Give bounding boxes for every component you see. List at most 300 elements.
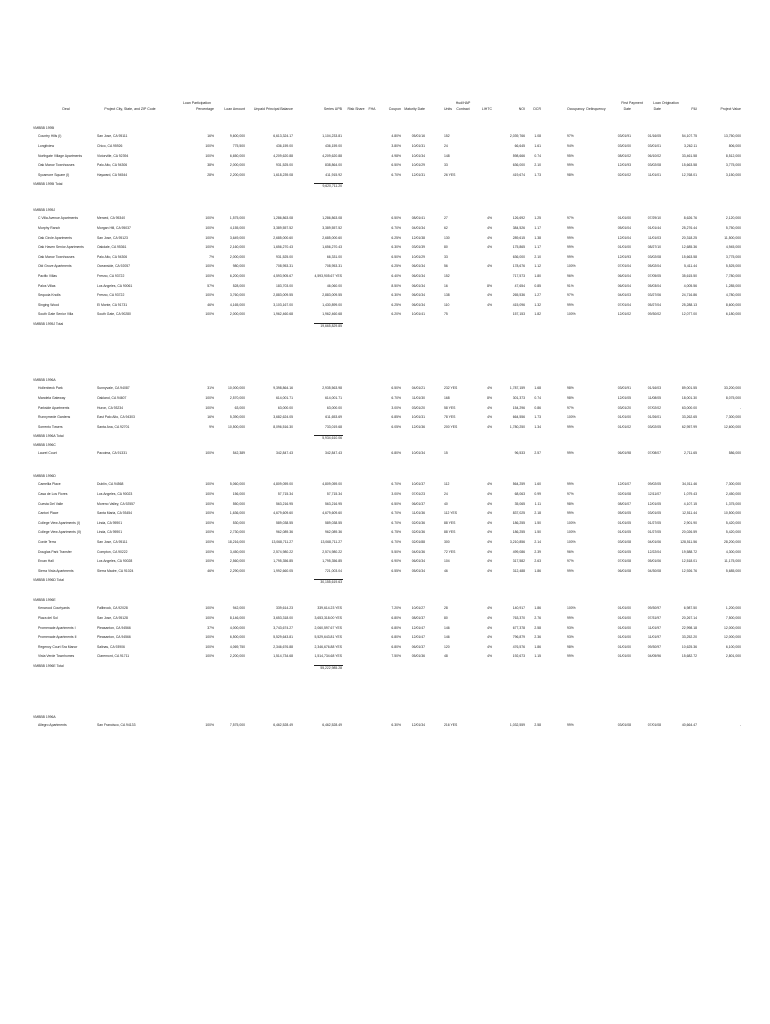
cell-col-participation: 100% [205, 549, 214, 554]
cell-col-loan-amount: 5,060,000 [229, 482, 245, 487]
cell-col-loan-amount: 2,200,000 [229, 654, 245, 659]
cell-col-dcr: 1.27 [534, 293, 541, 298]
group-title: VMBBB 1996A [33, 715, 56, 719]
cell-col-coupon: 6.80% [391, 635, 401, 640]
cell-col-dcr: 1.86 [534, 568, 541, 573]
cell-col-maturity: 05/01/16 [411, 134, 425, 139]
header-first-payment: First Payment [621, 101, 643, 105]
cell-col-dcr: 2.10 [534, 254, 541, 259]
cell-col-city: Los Angeles, CA 90061 [97, 283, 133, 288]
group-total-label: VMBBB 1995J Total [33, 322, 64, 326]
cell-col-coupon: 6.80% [391, 625, 401, 630]
cell-col-lihtc: 4% [487, 492, 492, 496]
cell-col-lihtc: 8% [487, 396, 492, 400]
cell-col-units: 300 [444, 540, 450, 544]
cell-col-city: Morgan Hill, CA 95037 [97, 226, 131, 230]
cell-col-origination: 03/02/05 [647, 424, 661, 429]
cell-col-upb: 3,389,557.52 [273, 226, 293, 230]
cell-col-project-value: 12,600,000 [724, 424, 741, 429]
cell-col-deal: Promenade Apartments II [38, 635, 77, 640]
cell-col-first-payment: 08/01/02 [617, 153, 631, 158]
cell-col-upb: 1,795,356.85 [273, 559, 293, 564]
cell-col-dcr: 2.63 [534, 559, 541, 564]
cell-col-project-value: 6,180,000 [725, 312, 741, 317]
cell-col-pi: 128,511.56 [680, 540, 697, 544]
header-loan-participation: Loan Participation [182, 101, 212, 105]
cell-col-project-value: 5,420,000 [725, 530, 741, 535]
cell-col-loan-amount: 18,216,000 [228, 540, 245, 544]
cell-col-series-upb: 838,864.00 [325, 163, 342, 168]
cell-col-occupancy: 99% [567, 482, 574, 487]
cell-col-series-upb: 1,104,233.81 [322, 134, 342, 139]
cell-col-units: 146 [444, 625, 450, 630]
cell-col-coupon: 4.80% [391, 134, 401, 139]
cell-col-first-payment: 06/01/98 [617, 451, 631, 456]
cell-col-loan-amount: 2,160,000 [229, 245, 245, 250]
cell-col-origination: 05/27/04 [647, 302, 661, 307]
cell-col-coupon: 6.80% [391, 451, 401, 456]
cell-col-first-payment: 12/01/02 [617, 312, 631, 317]
cell-col-city: San Jose, CA 95111 [97, 540, 128, 544]
cell-col-pi: 8,626.76 [683, 216, 697, 221]
cell-col-deal: Laurel Court [38, 451, 57, 456]
cell-col-series-upb: 411,915.92 [325, 172, 342, 177]
cell-col-origination: 09/30/97 [647, 644, 661, 649]
header-col-dcr: DCR [533, 107, 541, 111]
group-total-label: VMBBB 1996D Total [33, 578, 64, 583]
cell-col-series-upb: 342,847.43 [325, 451, 342, 456]
cell-col-noi: 415,096 [512, 302, 525, 307]
cell-col-project-value: 2,801,000 [725, 654, 741, 659]
cell-col-noi: 312,488 [512, 568, 525, 573]
cell-col-series-upb: 57,715.34 [326, 492, 342, 496]
cell-col-noi: 178,676 [512, 264, 525, 269]
cell-col-maturity: 04/01/21 [411, 386, 425, 391]
cell-col-units: 200 YES [444, 424, 458, 429]
cell-col-participation: 100% [205, 492, 214, 496]
cell-col-upb: 3,743,674.27 [273, 625, 293, 630]
cell-col-dcr: 1.17 [534, 245, 541, 250]
cell-col-series-upb: 4,809,059.00 [322, 482, 342, 487]
cell-col-pi: 12,511.44 [682, 511, 697, 516]
cell-col-origination: 03/02/08 [647, 163, 661, 168]
cell-col-participation: 100% [205, 405, 214, 410]
cell-col-occupancy: 99% [567, 245, 574, 250]
cell-col-first-payment: 07/01/04 [617, 302, 631, 307]
cell-col-maturity: 11/01/36 [412, 511, 425, 516]
cell-col-series-upb: 962,089.36 [325, 530, 342, 535]
cell-col-project-value: 1,285,000 [725, 283, 741, 288]
cell-col-project-value: 3,775,000 [725, 163, 741, 168]
group-title: VMBBB 1995I [33, 126, 55, 130]
cell-col-coupon: 7.20% [391, 606, 401, 611]
cell-col-participation: 100% [205, 274, 214, 278]
cell-col-upb: 563,216.95 [276, 501, 293, 506]
cell-col-project-value: 7,500,000 [725, 616, 741, 620]
cell-col-first-payment: 04/01/03 [617, 293, 631, 298]
cell-col-project-value: 33,200,000 [724, 386, 741, 391]
cell-col-deal: Hollenbeck Park [38, 386, 63, 391]
cell-col-pi: 15,682.72 [681, 654, 697, 659]
group-total-value: 5,934,610.06 [322, 436, 342, 440]
cell-col-occupancy: 99% [567, 235, 574, 240]
cell-col-occupancy: 100% [567, 530, 576, 535]
cell-col-project-value: 10,500,000 [724, 511, 741, 516]
cell-col-upb: 589,038.55 [276, 520, 293, 525]
cell-col-city: Sierra Madre, CA 91024 [97, 568, 134, 573]
cell-col-loan-amount: 3,450,000 [229, 549, 245, 554]
cell-col-first-payment: 01/01/00 [617, 616, 631, 620]
cell-col-maturity: 08/01/41 [411, 216, 425, 221]
cell-col-project-value: 8,600,000 [725, 302, 741, 307]
cell-col-units: 24 [444, 492, 448, 496]
cell-col-upb: 3,103,167.00 [273, 302, 293, 307]
cell-col-maturity: 06/01/37 [411, 644, 425, 649]
cell-col-coupon: 6.70% [391, 396, 401, 400]
cell-col-maturity: 10/01/41 [411, 312, 425, 317]
cell-col-lihtc: 4% [487, 235, 492, 240]
cell-col-maturity: 04/01/34 [411, 226, 425, 230]
cell-col-noi: 186,255 [512, 530, 525, 535]
cell-col-units: 232 YES [444, 386, 458, 391]
cell-col-series-upb: 46,060.00 [326, 283, 342, 288]
cell-col-coupon: 6.50% [391, 216, 401, 221]
cell-col-lihtc: 4% [487, 501, 492, 506]
cell-col-pi: 20,318.25 [681, 235, 697, 240]
group-total-value: 30,155,619.63 [320, 580, 342, 584]
cell-col-coupon: 6.50% [391, 254, 401, 259]
cell-col-occupancy: 99% [567, 254, 574, 259]
cell-col-coupon: 6.70% [391, 482, 401, 487]
cell-col-pi: 12,685.36 [681, 245, 697, 250]
cell-col-upb: 342,847.43 [276, 451, 293, 456]
cell-col-first-payment: 07/01/04 [617, 264, 631, 269]
cell-col-coupon: 6.70% [391, 172, 401, 177]
cell-col-city: Hayward, CA 94544 [97, 172, 128, 177]
cell-col-city: Los Angeles, CA 90023 [97, 492, 133, 496]
cell-col-maturity: 12/01/36 [411, 424, 425, 429]
cell-col-project-value: 1,200,000 [725, 606, 741, 611]
group-total-label: VMBBB 1996A Total [33, 434, 64, 439]
cell-col-deal: Pacific Villas [38, 274, 57, 278]
cell-col-coupon: 6.30% [391, 245, 401, 250]
cell-col-city: Victorville, CA 92394 [97, 153, 129, 158]
cell-col-origination: 04/30/08 [647, 568, 661, 573]
cell-col-project-value: 3,775,000 [725, 254, 741, 259]
cell-col-city: Fresno, CA 93722 [97, 293, 125, 298]
cell-col-noi: 664,556 [512, 415, 525, 420]
cell-col-units: 112 [444, 482, 450, 487]
cell-col-city: Santa Ana, CA 92701 [97, 424, 130, 429]
cell-col-pi: 54,107.75 [681, 134, 697, 139]
cell-col-lihtc: 4% [487, 635, 492, 640]
cell-col-upb: 9,398,864.16 [273, 386, 293, 391]
cell-col-pi: 22,998.18 [681, 625, 697, 630]
cell-col-loan-amount: 6,500,000 [229, 635, 245, 640]
cell-col-pi: 62,957.99 [681, 424, 697, 429]
cell-col-upb: 3,653,318.00 [273, 616, 293, 620]
cell-col-deal: Sierra Vista Apartments [38, 568, 74, 573]
cell-col-project-value: - [739, 723, 741, 728]
cell-col-coupon: 6.25% [391, 264, 401, 269]
cell-col-deal: Oak Circle Apartments [38, 235, 72, 240]
cell-col-deal: Sequoia Knolls [38, 293, 61, 298]
cell-col-maturity: 10/01/31 [411, 144, 425, 148]
cell-col-coupon: 6.80% [391, 644, 401, 649]
cell-col-units: 56 [444, 264, 448, 269]
cell-col-lihtc: 4% [487, 293, 492, 298]
cell-col-dcr: 1.68 [534, 386, 541, 391]
cell-col-noi: 636,000 [512, 254, 525, 259]
cell-col-city: El Monte, CA 91731 [97, 302, 128, 307]
cell-col-origination: 04/01/06 [647, 540, 661, 544]
cell-col-series-upb: 5,529,643.81 YES [314, 635, 342, 640]
cell-col-loan-amount: 9,600,000 [229, 134, 245, 139]
cell-col-occupancy: 99% [567, 568, 574, 573]
cell-col-project-value: 28,200,000 [724, 540, 741, 544]
cell-col-series-upb: 13,068,711.27 [320, 540, 342, 544]
cell-col-occupancy: 99% [567, 424, 574, 429]
cell-col-participation: 7% [209, 254, 214, 259]
cell-col-units: 26 YES [444, 172, 456, 177]
header-col-city: Project City, State, and ZIP Code [104, 107, 156, 111]
cell-col-noi: 265,536 [512, 293, 525, 298]
cell-col-pi: 1,079.43 [683, 492, 697, 496]
cell-col-deal: College View Apartments (II) [38, 530, 81, 535]
header-col-origination: Date [653, 107, 661, 111]
cell-col-project-value: 806,000 [728, 144, 741, 148]
cell-col-first-payment: 01/01/02 [617, 424, 631, 429]
cell-col-coupon: 6.70% [391, 520, 401, 525]
cell-col-city: Moreno Valley, CA 92557 [97, 501, 135, 506]
cell-col-project-value: 7,300,000 [725, 482, 741, 487]
cell-col-participation: 57% [207, 283, 214, 288]
cell-col-series-upb: 611,653.69 [325, 415, 342, 420]
header-col-contract: Contract [456, 107, 470, 111]
cell-col-pi: 5,411.44 [684, 264, 697, 269]
cell-col-occupancy: 99% [567, 723, 574, 728]
cell-col-dcr: 0.86 [534, 405, 541, 410]
cell-col-occupancy: 98% [567, 501, 574, 506]
cell-col-deal: South Gate Senior Villa [38, 312, 74, 317]
cell-col-series-upb: 1,286,863.08 [322, 216, 342, 221]
cell-col-units: 78 YES [444, 415, 456, 420]
cell-col-participation: 100% [205, 540, 214, 544]
cell-col-occupancy: 100% [567, 540, 576, 544]
cell-col-loan-amount: 2,730,000 [229, 530, 245, 535]
cell-col-upb: 962,089.36 [276, 530, 293, 535]
cell-col-first-payment: 01/01/05 [617, 520, 631, 525]
cell-col-pi: 12,518.01 [681, 559, 697, 564]
cell-col-series-upb: 4,679,609.60 [322, 511, 342, 516]
cell-col-loan-amount: 4,155,000 [229, 226, 245, 230]
group-total-label: VMBBB 1995I Total [33, 182, 63, 187]
cell-col-deal: College View Apartments (I) [38, 520, 80, 525]
cell-col-dcr: 0.99 [534, 492, 541, 496]
cell-col-upb: 57,715.34 [277, 492, 293, 496]
cell-col-participation: 100% [205, 616, 214, 620]
header-col-pi: P&I [691, 107, 697, 111]
cell-col-origination: 03/02/08 [647, 254, 661, 259]
cell-col-first-payment: 02/01/02 [617, 172, 631, 177]
cell-col-deal: Douglas Park Transfer [38, 549, 72, 554]
cell-col-coupon: 6.70% [391, 226, 401, 230]
cell-col-loan-amount: 5,390,000 [229, 415, 245, 420]
cell-col-noi: 677,378 [512, 625, 525, 630]
header-hud-hap: Hud/HAP [455, 101, 471, 105]
cell-col-origination: 07/02/02 [647, 405, 661, 410]
cell-col-participation: 37% [207, 625, 214, 630]
cell-col-noi: 140,917 [512, 606, 525, 611]
cell-col-dcr: 2.57 [534, 451, 541, 456]
cell-col-deal: Cuesta Del Valle [38, 501, 64, 506]
header-col-series-upb: Series UPB [323, 107, 342, 111]
cell-col-occupancy: 100% [567, 415, 576, 420]
cell-col-city: Los Angeles, CA 90028 [97, 559, 133, 564]
cell-col-occupancy: 99% [567, 616, 574, 620]
cell-col-units: 168 [444, 396, 450, 400]
cell-col-units: 72 YES [444, 549, 456, 554]
cell-col-loan-amount: 528,000 [232, 283, 245, 288]
cell-col-project-value: 11,500,000 [724, 235, 741, 240]
cell-col-maturity: 06/01/34 [411, 293, 425, 298]
cell-col-coupon: 4.98% [391, 153, 401, 158]
cell-col-occupancy: 97% [567, 293, 574, 298]
cell-col-maturity: 06/01/34 [411, 283, 425, 288]
cell-col-units: 152 [444, 274, 450, 278]
cell-col-dcr: 1.15 [534, 654, 541, 659]
cell-col-pi: 4,005.56 [683, 283, 697, 288]
cell-col-loan-amount: 530,000 [232, 520, 245, 525]
cell-col-deal: Vista Verde Townhomes [38, 654, 75, 659]
cell-col-deal: Camellia Place [38, 482, 61, 487]
cell-col-deal: Oak Manor Townhouses [38, 163, 75, 168]
cell-col-coupon: 6.25% [391, 302, 401, 307]
cell-col-series-upb: 2,935,563.98 [322, 386, 342, 391]
cell-col-city: Oceanside, CA 92057 [97, 264, 130, 269]
cell-col-lihtc: 4% [487, 520, 492, 525]
header-col-units: Units [444, 107, 452, 111]
cell-col-units: 130 [444, 235, 450, 240]
cell-col-project-value: 5,420,000 [725, 520, 741, 525]
cell-col-noi: 35,065 [514, 501, 525, 506]
cell-col-origination: 12/01/05 [647, 501, 661, 506]
header-col-fha: FHA [368, 107, 376, 111]
cell-col-participation: 100% [205, 606, 214, 611]
cell-col-maturity: 07/01/23 [411, 492, 425, 496]
cell-col-noi: 499,086 [512, 549, 525, 554]
cell-col-series-upb: 2,346,676.88 YES [314, 644, 342, 649]
cell-col-maturity: 10/01/27 [411, 606, 425, 611]
cell-col-origination: 03/01/01 [647, 144, 661, 148]
cell-col-units: 15 [444, 451, 448, 456]
cell-col-lihtc: 4% [487, 264, 492, 269]
cell-col-origination: 03/27/06 [647, 293, 661, 298]
header-col-project-value: Project Value [720, 107, 741, 111]
cell-col-maturity: 06/01/34 [411, 274, 425, 278]
cell-col-deal: Runnymede Gardens [38, 415, 71, 420]
cell-col-pi: 2,901.90 [683, 520, 697, 525]
cell-col-maturity: 10/01/31 [411, 415, 425, 420]
cell-col-project-value: 5,685,000 [725, 568, 741, 573]
cell-col-units: 48 [444, 654, 448, 659]
cell-col-first-payment: 06/01/04 [617, 274, 631, 278]
cell-col-loan-amount: 2,200,000 [229, 172, 245, 177]
cell-col-units: 112 YES [444, 511, 458, 516]
cell-col-participation: 100% [205, 482, 214, 487]
cell-col-dcr: 1.82 [534, 312, 541, 317]
cell-col-series-upb: 721,003.04 [325, 568, 342, 573]
cell-col-upb: 2,346,676.88 [273, 644, 293, 649]
cell-col-city: East Palo Alto, CA 94303 [97, 415, 135, 420]
cell-col-occupancy: 98% [567, 386, 574, 391]
cell-col-city: Chico, CA 95926 [97, 144, 123, 148]
cell-col-upb: 614,001.71 [276, 396, 293, 400]
cell-col-pi: 24,716.86 [681, 293, 697, 298]
cell-col-loan-amount: 4,069,750 [229, 644, 245, 649]
cell-col-dcr: 1.61 [534, 144, 541, 148]
header-col-lihtc: LIHTC [481, 107, 492, 111]
cell-col-noi: 796,879 [512, 635, 525, 640]
cell-col-noi: 598,666 [512, 153, 525, 158]
cell-col-maturity: 02/01/36 [411, 530, 425, 535]
cell-col-noi: 289,615 [512, 235, 525, 240]
cell-col-coupon: 6.70% [391, 540, 401, 544]
cell-col-lihtc: 4% [487, 405, 492, 410]
cell-col-maturity: 05/01/34 [411, 568, 425, 573]
cell-col-upb: 1,656,270.43 [273, 245, 293, 250]
cell-col-pi: 15,663.58 [681, 254, 697, 259]
cell-col-occupancy: 99% [567, 511, 574, 516]
cell-col-maturity: 06/01/37 [411, 501, 425, 506]
cell-col-pi: 33,461.58 [681, 153, 697, 158]
cell-col-maturity: 06/01/34 [411, 302, 425, 307]
cell-col-deal: Allegro Apartments [38, 723, 67, 728]
cell-col-occupancy: 99% [567, 654, 574, 659]
cell-col-city: San Francisco, CA 94133 [97, 723, 136, 728]
cell-col-loan-amount: 10,500,000 [228, 424, 245, 429]
cell-col-noi: 96,533 [514, 451, 525, 456]
cell-col-occupancy: 97% [567, 559, 574, 564]
cell-col-project-value: 8,512,000 [725, 153, 741, 158]
cell-col-upb: 4,809,059.00 [273, 482, 293, 487]
cell-col-deal: Singing Wood [38, 302, 60, 307]
cell-col-pi: 10,625.36 [681, 644, 697, 649]
cell-col-pi: 12,926.76 [681, 568, 697, 573]
cell-col-occupancy: 100% [567, 520, 576, 525]
cell-col-pi: 25,276.44 [681, 226, 697, 230]
cell-col-participation: 100% [205, 235, 214, 240]
cell-col-lihtc: 4% [487, 616, 492, 620]
cell-col-maturity: 10/01/37 [411, 482, 425, 487]
cell-col-first-payment: 03/01/08 [617, 540, 631, 544]
cell-col-dcr: 1.86 [534, 606, 541, 611]
cell-col-project-value: 4,945,000 [725, 245, 741, 250]
cell-col-coupon: 6.85% [391, 415, 401, 420]
cell-col-occupancy: 99% [567, 302, 574, 307]
cell-col-series-upb: 339,614.23 YES [317, 606, 342, 611]
cell-col-origination: 05/01/06 [647, 559, 661, 564]
cell-col-participation: 100% [205, 144, 214, 148]
cell-col-dcr: 0.74 [534, 153, 541, 158]
cell-col-deal: Oak Manor Townhouses [38, 254, 75, 259]
cell-col-noi: 384,526 [512, 226, 525, 230]
cell-col-occupancy: 100% [567, 312, 576, 317]
cell-col-maturity: 08/01/37 [411, 616, 425, 620]
cell-col-loan-amount: 2,000,000 [229, 254, 245, 259]
cell-col-pi: 20,026.59 [681, 530, 697, 535]
cell-col-units: 146 [444, 635, 450, 640]
